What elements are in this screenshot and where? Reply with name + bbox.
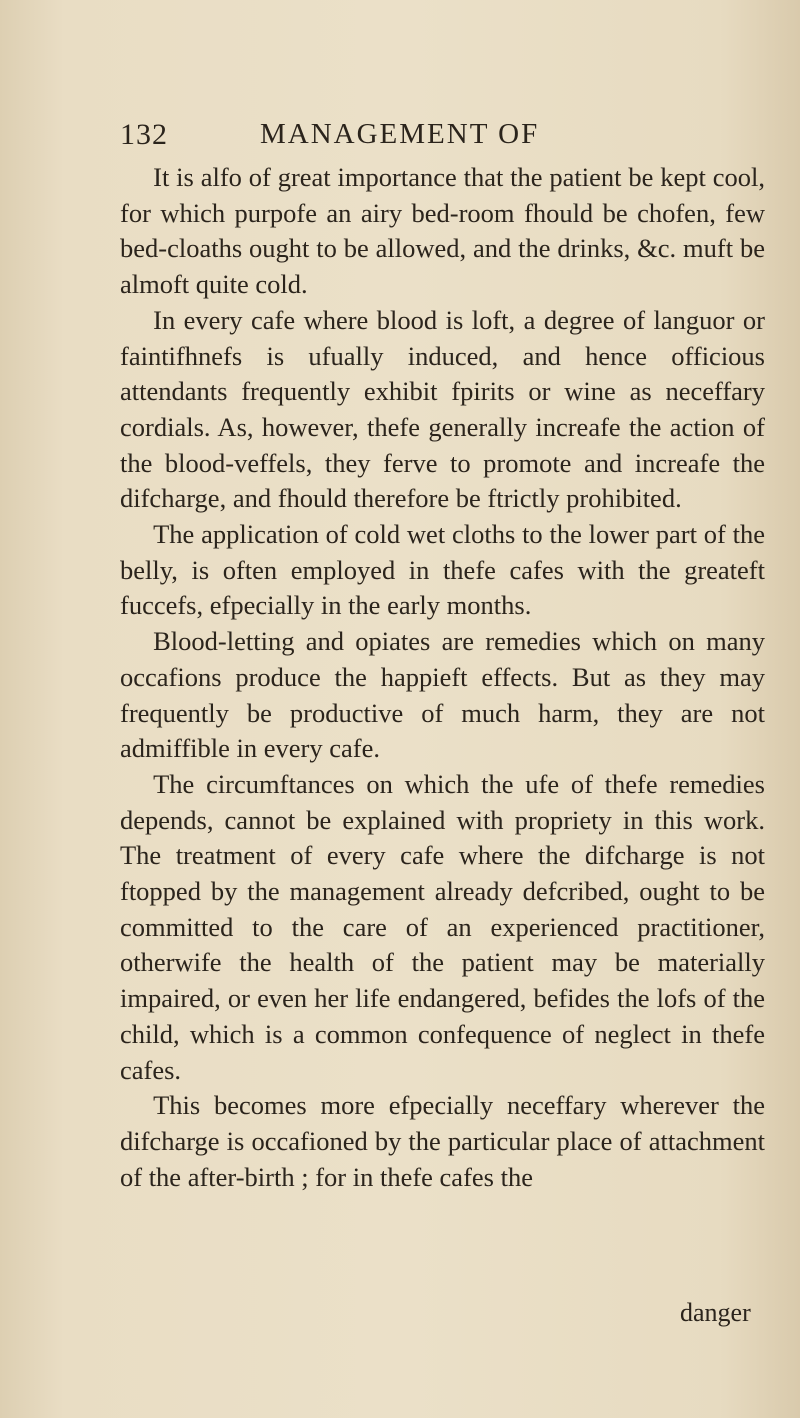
paragraph-3: The application of cold wet cloths to the lower part of the belly, is often employed in thefe cafes with the greateft fuccefs, efpecially in the early months. <box>120 519 765 621</box>
catchword: danger <box>680 1298 751 1327</box>
paragraph-1: It is alfo of great importance that the patient be kept cool, for which purpofe an airy bed-room fhould be chofen, few bed-cloaths ought to be allowed, and the drinks, &c. muft be almoft quite cold. <box>120 162 765 300</box>
body-text <box>120 160 765 1195</box>
paragraph-2: In every cafe where blood is loft, a degree of languor or faintifhnefs is ufually induced, and hence officious attendants frequently exhibit fpirits or wine as neceffary cordials. As, however, thefe generally increafe the action of the blood-veffels, they ferve to promote and increafe the difcharge, and fhould therefore be ftrictly prohibited. <box>120 304 765 514</box>
page-number: 132 <box>120 118 168 151</box>
running-head: MANAGEMENT OF <box>260 118 540 150</box>
paragraph-6: This becomes more efpecially neceffary wherever the difcharge is occafioned by the particular place of attachment of the after-birth ; for in thefe cafes the <box>120 1090 765 1192</box>
paragraph-4: Blood-letting and opiates are remedies which on many occafions produce the happieft effects. But as they may frequently be productive of much harm, they are not admiffible in every cafe. <box>120 626 765 764</box>
page-header <box>120 118 760 158</box>
paragraph-5: The circumftances on which the ufe of thefe remedies depends, cannot be explained with propriety in this work. The treatment of every cafe where the difcharge is not ftopped by the management already defcribed, ought to be committed to the care of an experienced practitioner, otherwife the health of the patient may be materially impaired, or even her life endangered, befides the lofs of the child, which is a common confequence of neglect in thefe cafes. <box>120 768 765 1085</box>
